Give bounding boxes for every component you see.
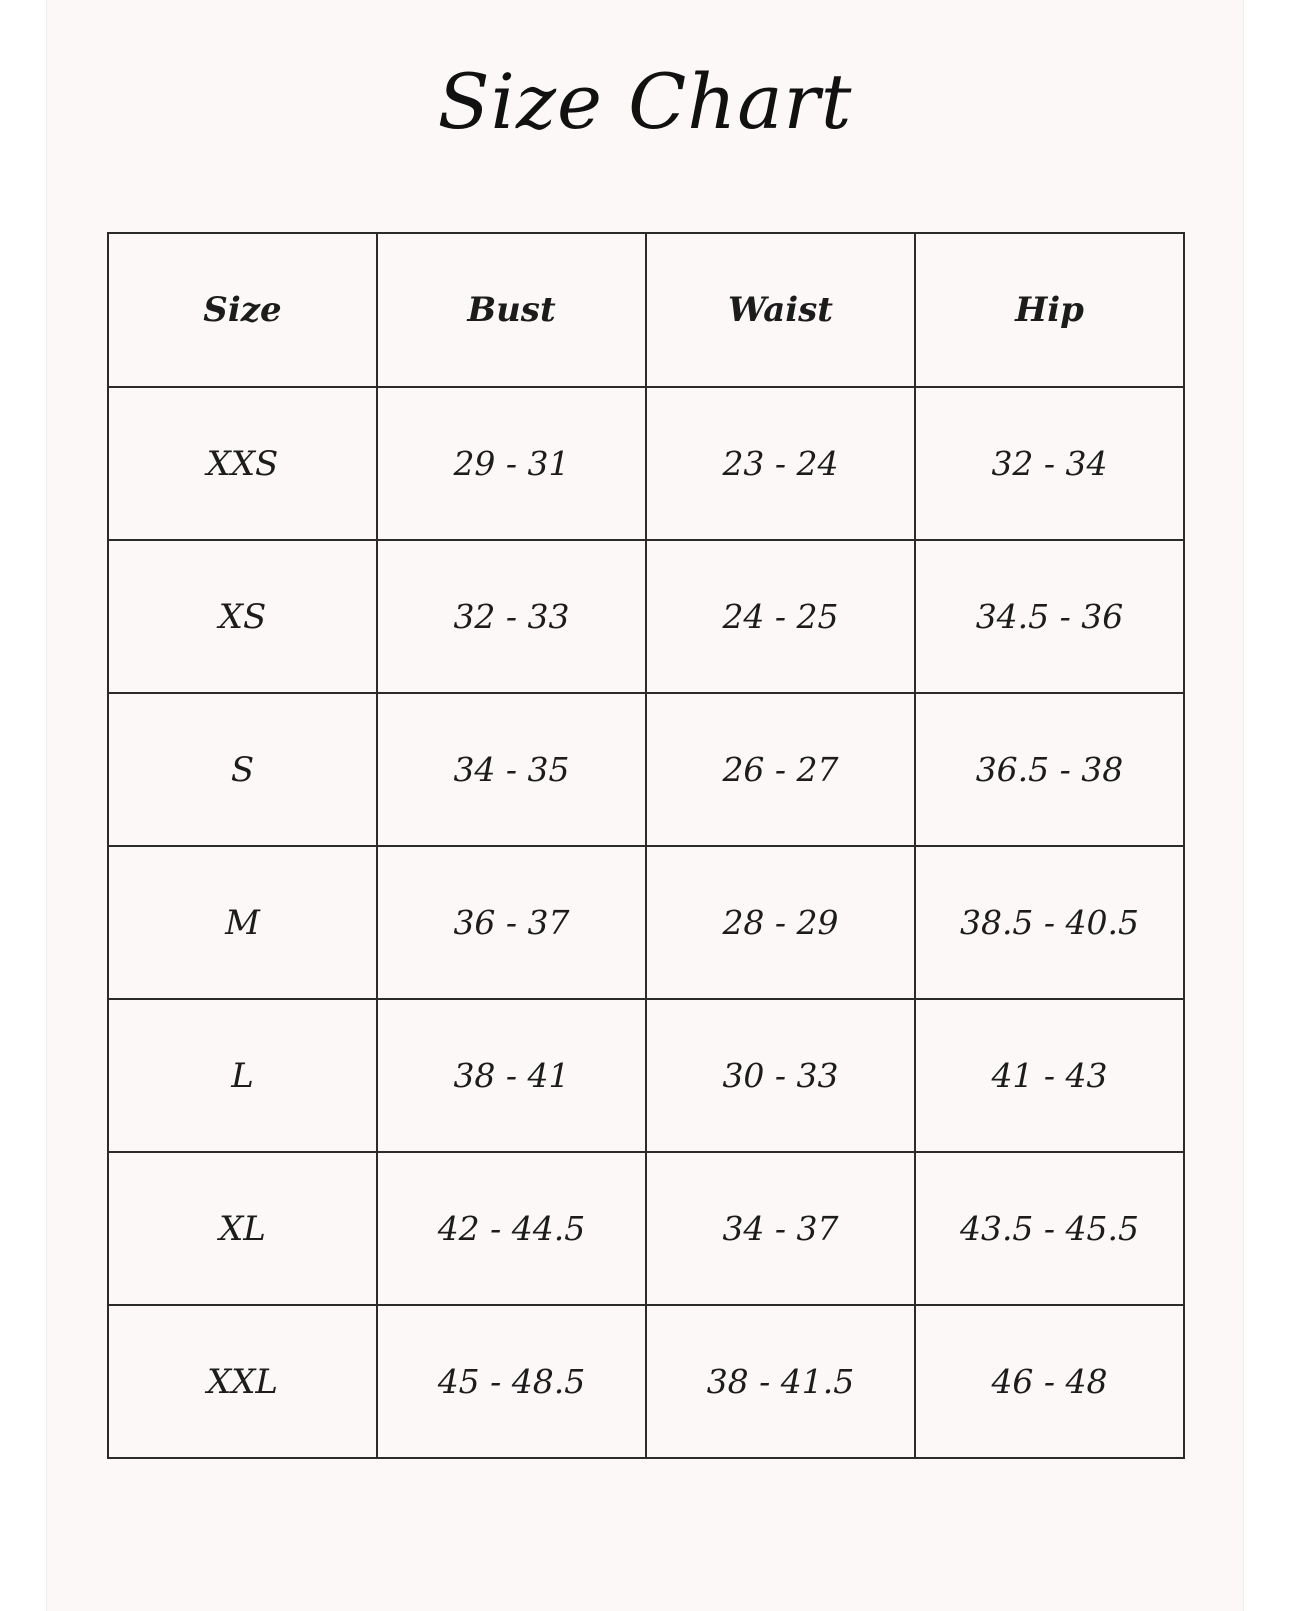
hip-cell: 32 - 34 <box>915 387 1184 540</box>
header-waist: Waist <box>646 233 915 387</box>
header-bust: Bust <box>377 233 646 387</box>
size-cell: XL <box>108 1152 377 1305</box>
header-size: Size <box>108 233 377 387</box>
size-cell: M <box>108 846 377 999</box>
hip-cell: 34.5 - 36 <box>915 540 1184 693</box>
page-title: Size Chart <box>437 57 853 146</box>
table-row <box>108 1305 1184 1458</box>
waist-cell: 26 - 27 <box>646 693 915 846</box>
size-cell: XS <box>108 540 377 693</box>
size-chart-table <box>107 232 1185 1459</box>
hip-cell: 38.5 - 40.5 <box>915 846 1184 999</box>
waist-cell: 38 - 41.5 <box>646 1305 915 1458</box>
bust-cell: 38 - 41 <box>377 999 646 1152</box>
size-chart-page <box>46 0 1244 1611</box>
bust-cell: 29 - 31 <box>377 387 646 540</box>
table-row <box>108 387 1184 540</box>
table-row <box>108 999 1184 1152</box>
bust-cell: 34 - 35 <box>377 693 646 846</box>
size-cell: XXS <box>108 387 377 540</box>
hip-cell: 36.5 - 38 <box>915 693 1184 846</box>
header-hip: Hip <box>915 233 1184 387</box>
size-cell: L <box>108 999 377 1152</box>
waist-cell: 34 - 37 <box>646 1152 915 1305</box>
table-header-row <box>108 233 1184 387</box>
size-cell: XXL <box>108 1305 377 1458</box>
table-row <box>108 693 1184 846</box>
table-row <box>108 540 1184 693</box>
bust-cell: 36 - 37 <box>377 846 646 999</box>
size-cell: S <box>108 693 377 846</box>
waist-cell: 23 - 24 <box>646 387 915 540</box>
waist-cell: 30 - 33 <box>646 999 915 1152</box>
table-row <box>108 846 1184 999</box>
bust-cell: 32 - 33 <box>377 540 646 693</box>
hip-cell: 46 - 48 <box>915 1305 1184 1458</box>
hip-cell: 43.5 - 45.5 <box>915 1152 1184 1305</box>
waist-cell: 24 - 25 <box>646 540 915 693</box>
bust-cell: 42 - 44.5 <box>377 1152 646 1305</box>
waist-cell: 28 - 29 <box>646 846 915 999</box>
bust-cell: 45 - 48.5 <box>377 1305 646 1458</box>
table-row <box>108 1152 1184 1305</box>
hip-cell: 41 - 43 <box>915 999 1184 1152</box>
